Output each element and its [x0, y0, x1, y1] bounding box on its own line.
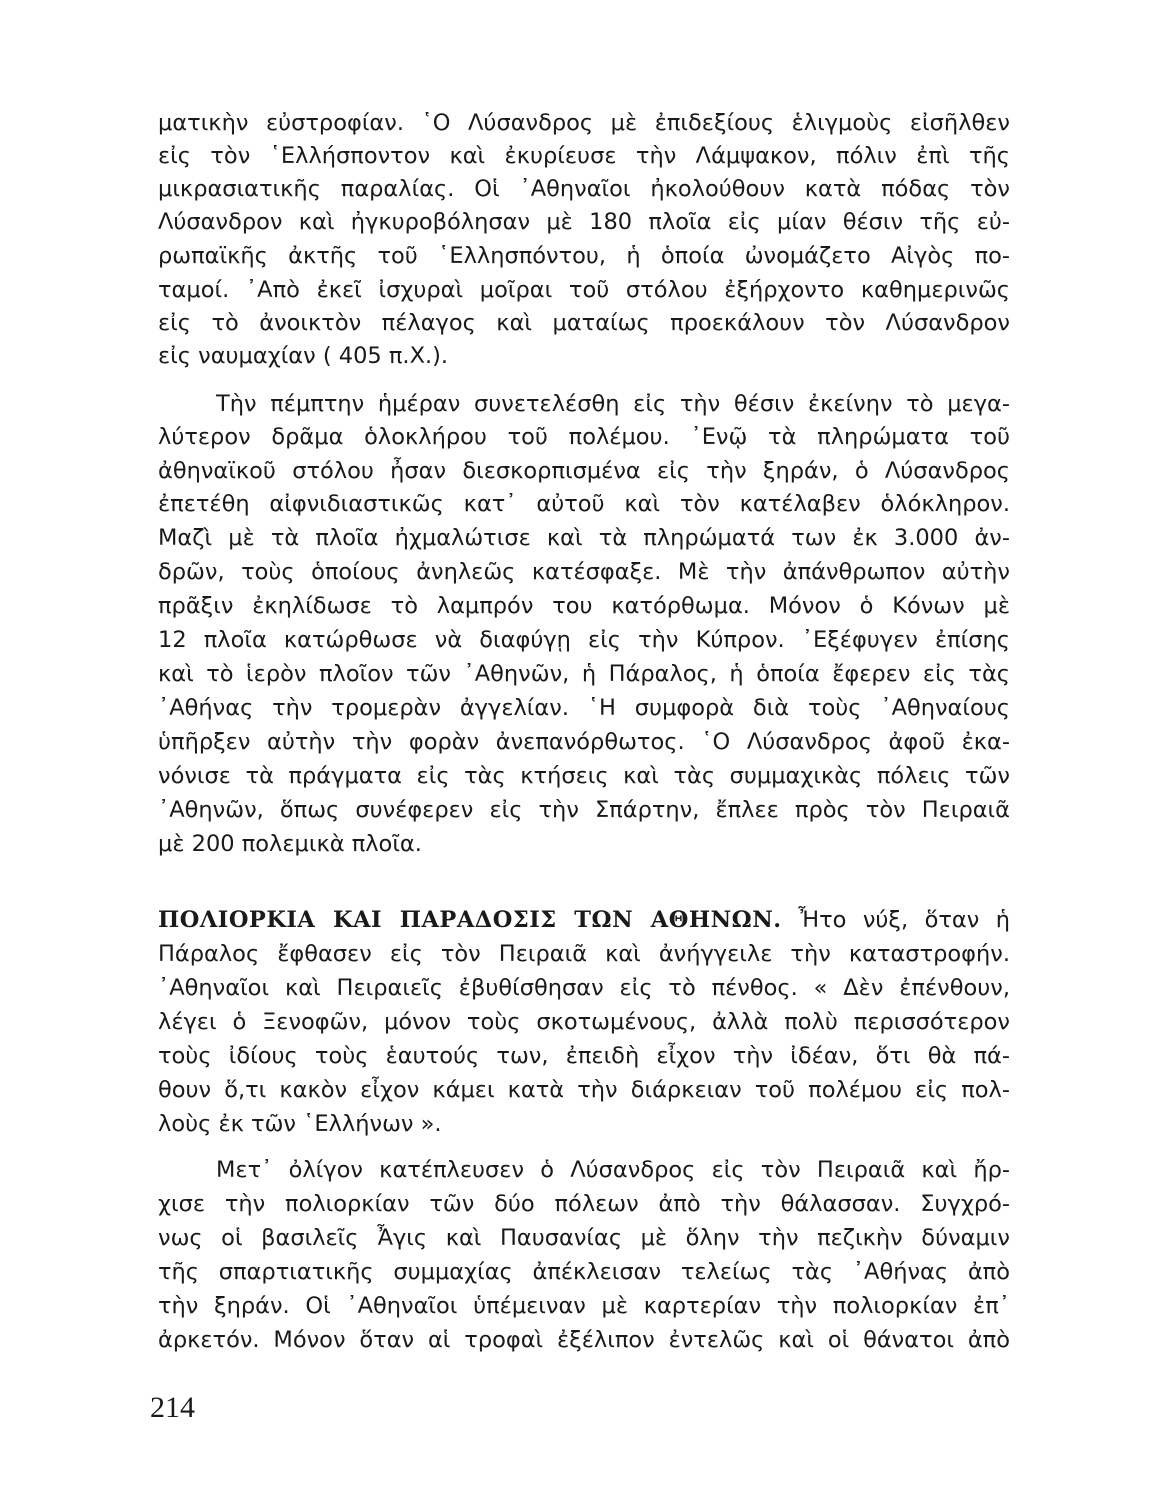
text-line: λοὺς ἐκ τῶν ῾Ελλήνων ».: [158, 1111, 442, 1137]
text-line: λύτερον δρᾶμα ὁλοκλήρου τοῦ πολέμου. ᾿Ενῷ τὰ πληρώματα τοῦ: [158, 424, 1010, 450]
text-line: λέγει ὁ Ξενοφῶν, μόνον τοὺς σκοτωμένους, ἀλλὰ πολὺ περισσότερον: [158, 1009, 1010, 1035]
text-line: Λύσανδρον καὶ ἠγκυροβόλησαν μὲ 180 πλοῖα εἰς μίαν θέσιν τῆς εὐ-: [158, 209, 1010, 235]
text-line: ρωπαϊκῆς ἀκτῆς τοῦ ῾Ελλησπόντου, ἡ ὁποία ὠνομάζετο Αἰγὸς πο-: [158, 243, 1010, 269]
page-number: 214: [150, 1391, 195, 1424]
text-line: Μαζὶ μὲ τὰ πλοῖα ἠχμαλώτισε καὶ τὰ πληρώματά των ἐκ 3.000 ἀν-: [158, 525, 1010, 551]
text-line: μικρασιατικῆς παραλίας. Οἱ ᾿Αθηναῖοι ἠκολούθουν κατὰ πόδας τὸν: [158, 176, 1010, 202]
text-line: χισε τὴν πολιορκίαν τῶν δύο πόλεων ἀπὸ τὴν θάλασσαν. Συγχρό-: [158, 1191, 1010, 1217]
section-heading: ΠΟΛΙΟΡΚΙΑ ΚΑΙ ΠΑΡΑΔΟΣΙΣ ΤΩΝ ΑΘΗΝΩΝ.: [158, 907, 782, 933]
text-line: Μετ᾿ ὀλίγον κατέπλευσεν ὁ Λύσανδρος εἰς τὸν Πειραιᾶ καὶ ἤρ-: [216, 1157, 1010, 1183]
text-line: ἀθηναϊκοῦ στόλου ἦσαν διεσκορπισμένα εἰς τὴν ξηράν, ὁ Λύσανδρος: [158, 458, 1010, 484]
text-line: δρῶν, τοὺς ὁποίους ἀνηλεῶς κατέσφαξε. Μὲ τὴν ἀπάνθρωπον αὐτὴν: [158, 559, 1010, 585]
text-line: ματικὴν εὐστροφίαν. ῾Ο Λύσανδρος μὲ ἐπιδεξίους ἑλιγμοὺς εἰσῆλθεν: [158, 110, 1010, 136]
text-line: πρᾶξιν ἐκηλίδωσε τὸ λαμπρόν του κατόρθωμα. Μόνον ὁ Κόνων μὲ: [158, 593, 1010, 619]
text-line: Τὴν πέμπτην ἡμέραν συνετελέσθη εἰς τὴν θέσιν ἐκείνην τὸ μεγα-: [216, 391, 1010, 417]
text-line: εἰς τὸ ἀνοικτὸν πέλαγος καὶ ματαίως προεκάλουν τὸν Λύσανδρον: [158, 310, 1010, 336]
text-line: τὴν ξηράν. Οἱ ᾿Αθηναῖοι ὑπέμειναν μὲ καρτερίαν τὴν πολιορκίαν ἐπ᾿: [158, 1293, 1010, 1319]
text-line: καὶ τὸ ἱερὸν πλοῖον τῶν ᾿Αθηνῶν, ἡ Πάραλος, ἡ ὁποία ἔφερεν εἰς τὰς: [158, 661, 1010, 687]
text-line: τῆς σπαρτιατικῆς συμμαχίας ἀπέκλεισαν τελείως τὰς ᾿Αθήνας ἀπὸ: [158, 1259, 1010, 1285]
text-line: ὑπῆρξεν αὐτὴν τὴν φορὰν ἀνεπανόρθωτος. ῾Ο Λύσανδρος ἀφοῦ ἐκα-: [158, 729, 1010, 755]
text-line: ᾿Αθηνῶν, ὅπως συνέφερεν εἰς τὴν Σπάρτην, ἔπλεε πρὸς τὸν Πειραιᾶ: [158, 797, 1010, 823]
text-line: θουν ὅ,τι κακὸν εἶχον κάμει κατὰ τὴν διάρκειαν τοῦ πολέμου εἰς πολ-: [158, 1077, 1010, 1103]
text-line: Πάραλος ἔφθασεν εἰς τὸν Πειραιᾶ καὶ ἀνήγγειλε τὴν καταστροφήν.: [158, 941, 1010, 967]
text-line: τοὺς ἰδίους τοὺς ἑαυτούς των, ἐπειδὴ εἶχον τὴν ἰδέαν, ὅτι θὰ πά-: [158, 1043, 1010, 1069]
text-line: νόνισε τὰ πράγματα εἰς τὰς κτήσεις καὶ τὰς συμμαχικὰς πόλεις τῶν: [158, 763, 1010, 789]
text-line: μὲ 200 πολεμικὰ πλοῖα.: [158, 831, 422, 857]
text-line: ᾿Αθηναῖοι καὶ Πειραιεῖς ἐβυθίσθησαν εἰς τὸ πένθος. « Δὲν ἐπένθουν,: [158, 975, 1010, 1001]
text-line: ᾿Αθήνας τὴν τρομερὰν ἀγγελίαν. ῾Η συμφορὰ διὰ τοὺς ᾿Αθηναίους: [158, 695, 1010, 721]
heading-line: [158, 904, 1010, 936]
text-line: νως οἱ βασιλεῖς Ἆγις καὶ Παυσανίας μὲ ὅλην τὴν πεζικὴν δύναμιν: [158, 1225, 1010, 1251]
text-line: εἰς ναυμαχίαν ( 405 π.Χ.).: [158, 343, 449, 369]
text-line: εἰς τὸν ῾Ελλήσποντον καὶ ἐκυρίευσε τὴν Λάμψακον, πόλιν ἐπὶ τῆς: [158, 143, 1010, 169]
text-line: ἀρκετόν. Μόνον ὅταν αἱ τροφαὶ ἐξέλιπον ἐντελῶς καὶ οἱ θάνατοι ἀπὸ: [158, 1327, 1010, 1353]
text-line: 12 πλοῖα κατώρθωσε νὰ διαφύγῃ εἰς τὴν Κύπρον. ᾿Εξέφυγεν ἐπίσης: [158, 627, 1010, 653]
heading-line-tail: Ἦτο νύξ, ὅταν ἡ: [781, 907, 1011, 933]
text-line: ταμοί. ᾿Απὸ ἐκεῖ ἰσχυραὶ μοῖραι τοῦ στόλου ἐξήρχοντο καθημερινῶς: [158, 277, 1010, 303]
text-line: ἐπετέθη αἰφνιδιαστικῶς κατ᾿ αὐτοῦ καὶ τὸν κατέλαβεν ὁλόκληρον.: [158, 491, 1010, 517]
